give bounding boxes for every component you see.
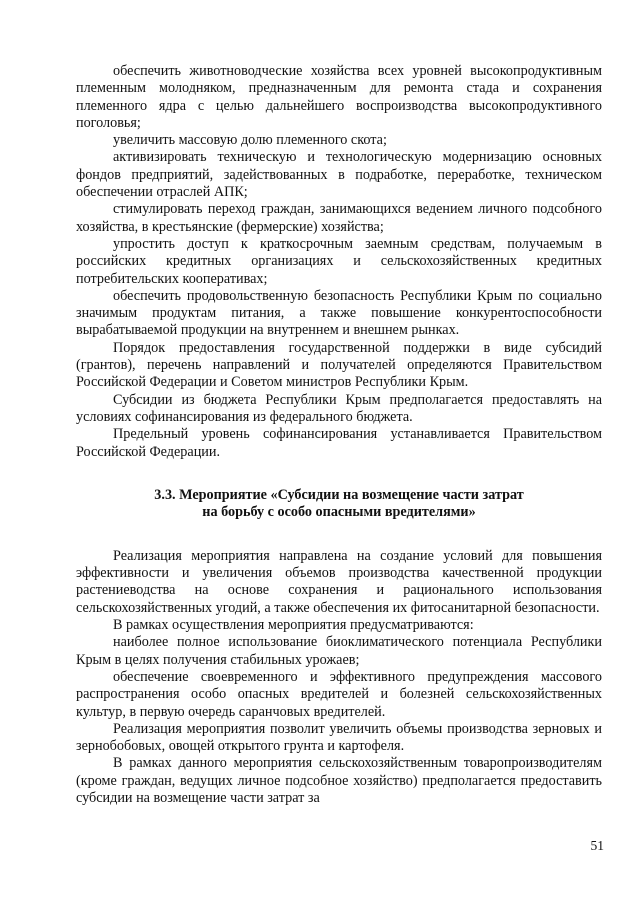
paragraph-goal-food-security: обеспечить продовольственную безопасность Республики Крым по социально значимым продуктам питания, а также повышение конкурентоспособности вырабатываемой продукции на внутреннем и внешнем рынках. [76,287,602,339]
section-heading [76,487,602,522]
document-body [76,63,602,807]
paragraph-provision-pest-prevention: обеспечение своевременного и эффективного предупреждения массового распространения особо опасных вредителей и болезней сельскохозяйственных культур, в первую очередь саранчовых вредителей. [76,668,602,720]
paragraph-goal-livestock-share: увеличить массовую долю племенного скота; [113,132,387,149]
section-heading-line-2: на борьбу с особо опасными вредителями» [202,504,476,521]
paragraph-goal-farm-transition: стимулировать переход граждан, занимающихся ведением личного подсобного хозяйства, в крестьянские (фермерские) хозяйства; [76,201,602,235]
paragraph-goal-breeding-stock: обеспечить животноводческие хозяйства всех уровней высокопродуктивным племенным молодняком, предназначенным для ремонта стада и сохранения племенного ядра с целью дальнейшего воспроизводства высокопродуктивного поголовья; [76,63,602,131]
paragraph-measure-outcome: Реализация мероприятия позволит увеличить объемы производства зерновых и зернобобовых, овощей открытого грунта и картофеля. [76,720,602,755]
paragraph-measure-provisions: В рамках осуществления мероприятия предусматриваются: [113,617,474,634]
section-heading-line-1: 3.3. Мероприятие «Субсидии на возмещение части затрат [154,486,524,503]
page-number: 51 [590,838,604,853]
paragraph-goal-credit-access: упростить доступ к краткосрочным заемным средствам, получаемым в российских кредитных организациях и сельскохозяйственных кредитных потребительских кооперативах; [76,235,602,287]
paragraph-cofinancing-limit: Предельный уровень софинансирования устанавливается Правительством Российской Федерации. [76,426,602,460]
paragraph-subsidy-recipients: В рамках данного мероприятия сельскохозяйственным товаропроизводителям (кроме граждан, ведущих личное подсобное хозяйство) предполагается предоставить субсидии на возмещение части затрат за [76,755,602,806]
paragraph-cofinancing: Субсидии из бюджета Республики Крым предполагается предоставлять на условиях софинансирования из федерального бюджета. [76,391,602,425]
paragraph-goal-modernization: активизировать техническую и технологическую модернизацию основных фондов предприятий, задействованных в подработке, переработке, техническом обеспечении отраслей АПК; [76,149,602,201]
paragraph-measure-purpose: Реализация мероприятия направлена на создание условий для повышения эффективности и увеличения объемов производства качественной продукции растениеводства на основе сохранения и рационального использования сельскохозяйственных угодий, а также обеспечения их фитосанитарной безопасности. [76,547,602,616]
paragraph-support-procedure: Порядок предоставления государственной поддержки в виде субсидий (грантов), перечень направлений и получателей определяются Правительством Российской Федерации и Советом министров Республики Крым. [76,339,602,391]
paragraph-provision-bioclimatic: наиболее полное использование биоклиматического потенциала Республики Крым в целях получения стабильных урожаев; [76,634,602,668]
